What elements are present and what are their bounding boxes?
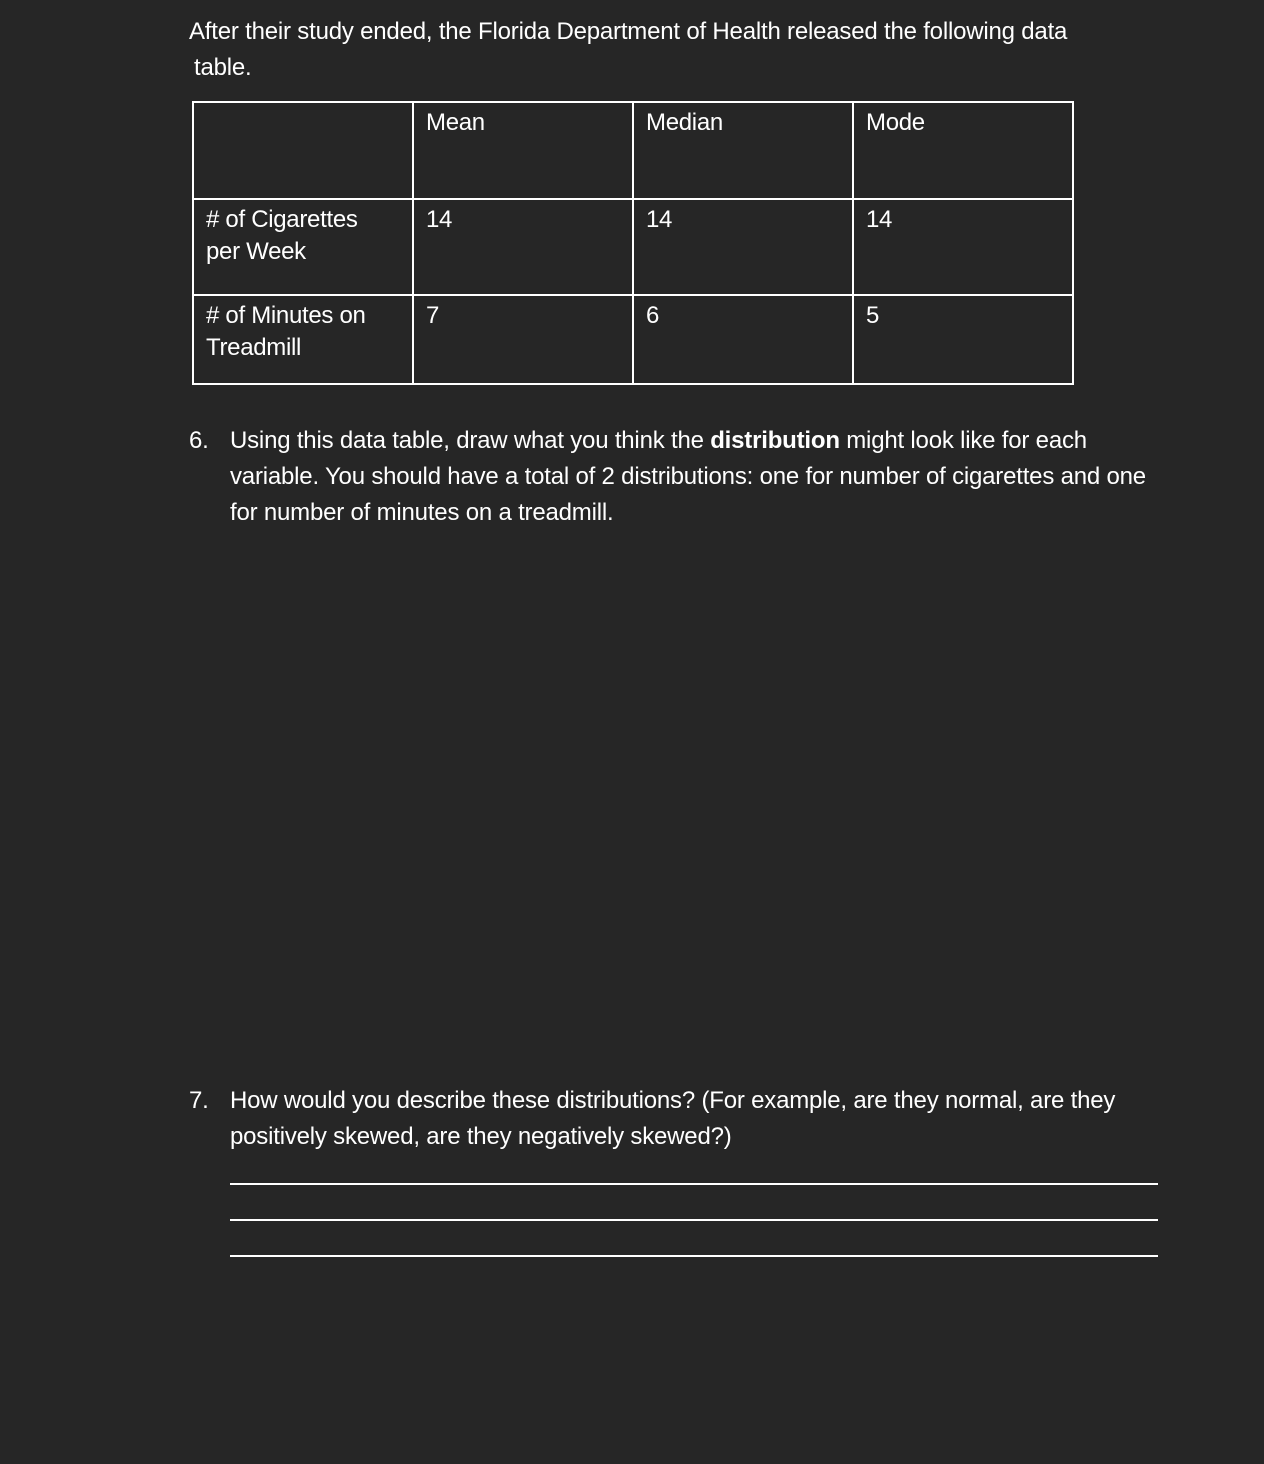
row-label-line-2: per Week: [206, 238, 306, 265]
cigarettes-mean: 14: [413, 199, 633, 295]
answer-line-1[interactable]: [230, 1183, 1158, 1185]
question-7-text: How would you describe these distributions? (For example, are they normal, are they positively skewed, are they negatively skewed?): [230, 1087, 1116, 1150]
row-label-line-1: # of Cigarettes: [206, 206, 358, 233]
header-empty-cell: [193, 102, 413, 199]
table-row-treadmill: [193, 295, 1073, 384]
row-label-line-1: # of Minutes on: [206, 302, 366, 329]
intro-line-1: After their study ended, the Florida Department of Health released the following data: [189, 18, 1068, 45]
treadmill-mean: 7: [413, 295, 633, 384]
row-label-line-2: Treadmill: [206, 334, 302, 361]
statistics-table: [192, 101, 1074, 385]
header-mode: Mode: [853, 102, 1073, 199]
question-6-number: 6.: [189, 427, 209, 454]
question-6-text: [230, 423, 1169, 531]
question-6-text-before: Using this data table, draw what you think the: [230, 427, 711, 454]
intro-line-2: table.: [194, 54, 252, 81]
answer-line-2[interactable]: [230, 1219, 1158, 1221]
header-median: Median: [633, 102, 853, 199]
cigarettes-median: 14: [633, 199, 853, 295]
question-6: [189, 423, 1169, 531]
treadmill-mode: 5: [853, 295, 1073, 384]
header-mean: Mean: [413, 102, 633, 199]
answer-line-3[interactable]: [230, 1255, 1158, 1257]
cigarettes-mode: 14: [853, 199, 1073, 295]
row-label-cigarettes: [193, 199, 413, 295]
drawing-area[interactable]: [189, 540, 1169, 1060]
intro-paragraph: [189, 14, 1169, 86]
table-row-cigarettes: [193, 199, 1073, 295]
question-7-number: 7.: [189, 1087, 209, 1114]
question-6-text-after: might look like for each variable. You should have a total of 2 distributions: one for number of cigarettes and one for number of minutes on a treadmill.: [230, 427, 1146, 526]
question-7: [189, 1083, 1169, 1155]
row-label-treadmill: [193, 295, 413, 384]
treadmill-median: 6: [633, 295, 853, 384]
question-6-bold-term: distribution: [710, 427, 840, 454]
table-header-row: [193, 102, 1073, 199]
